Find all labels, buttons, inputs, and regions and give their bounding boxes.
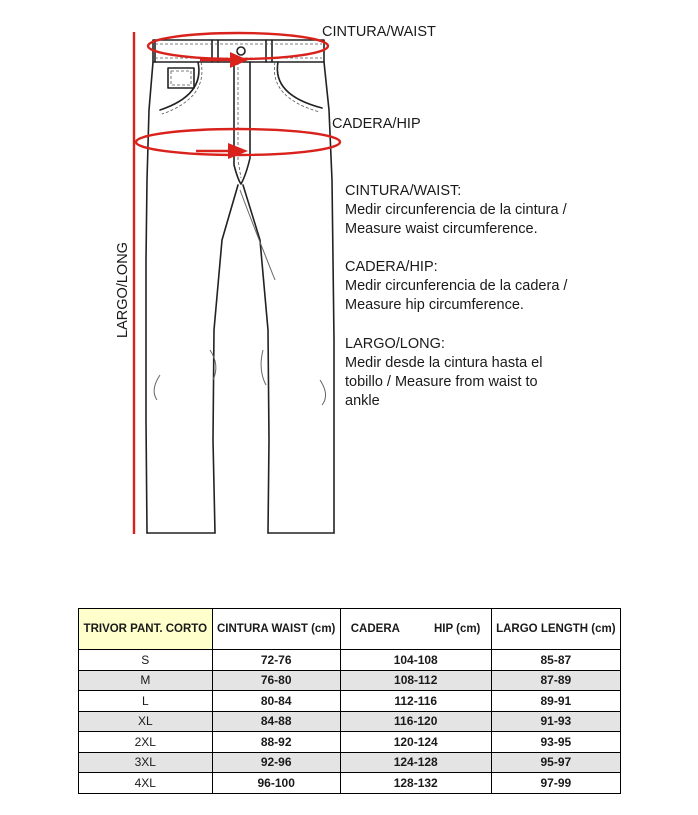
right-inseam: [243, 185, 269, 533]
waist-description-line: Medir circunferencia de la cintura /: [345, 202, 567, 218]
waist-cell: 96-100: [212, 773, 340, 794]
length-description-title: LARGO/LONG:: [345, 336, 445, 352]
size-table-header-row: [79, 609, 621, 650]
hip-column-header: [340, 609, 491, 650]
length-cell: 85-87: [491, 650, 620, 671]
waist-ellipse: [148, 33, 328, 59]
pants-outline: [146, 40, 334, 533]
hip-cell: 116-120: [340, 711, 491, 732]
length-label: LARGO/LONG: [115, 242, 131, 338]
length-description: [345, 335, 542, 411]
waist-description-title: CINTURA/WAIST:: [345, 183, 462, 199]
hip-description-line: Measure hip circumference.: [345, 297, 524, 313]
right-pocket: [277, 62, 322, 108]
size-table: [78, 608, 621, 794]
product-name-header: TRIVOR PANT. CORTO: [79, 609, 213, 650]
hip-cell: 120-124: [340, 732, 491, 753]
hip-description-line: Medir circunferencia de la cadera /: [345, 278, 568, 294]
length-cell: 97-99: [491, 773, 620, 794]
size-cell: 2XL: [79, 732, 213, 753]
waist-cell: 72-76: [212, 650, 340, 671]
table-row: [79, 711, 621, 732]
left-inseam: [213, 185, 238, 533]
table-row: [79, 691, 621, 712]
table-row: [79, 650, 621, 671]
waist-description: [345, 182, 567, 239]
length-cell: 95-97: [491, 752, 620, 773]
length-cell: 91-93: [491, 711, 620, 732]
table-row: [79, 732, 621, 753]
hip-cell: 112-116: [340, 691, 491, 712]
size-cell: XL: [79, 711, 213, 732]
hip-cell: 124-128: [340, 752, 491, 773]
hip-cell: 128-132: [340, 773, 491, 794]
hip-label: CADERA/HIP: [332, 116, 421, 132]
table-row: [79, 670, 621, 691]
length-cell: 93-95: [491, 732, 620, 753]
waist-column-header: CINTURA WAIST (cm): [212, 609, 340, 650]
waist-cell: 84-88: [212, 711, 340, 732]
table-row: [79, 752, 621, 773]
length-cell: 87-89: [491, 670, 620, 691]
arrow-shafts: [196, 60, 232, 151]
right-outer-seam: [324, 62, 334, 533]
waist-description-line: Measure waist circumference.: [345, 221, 538, 237]
length-cell: 89-91: [491, 691, 620, 712]
left-outer-seam: [146, 62, 153, 533]
hip-arrow-icon: [228, 143, 248, 159]
size-cell: M: [79, 670, 213, 691]
size-cell: S: [79, 650, 213, 671]
waist-cell: 80-84: [212, 691, 340, 712]
waist-cell: 76-80: [212, 670, 340, 691]
hip-cell: 104-108: [340, 650, 491, 671]
length-description-line: tobillo / Measure from waist to: [345, 374, 538, 390]
size-cell: 3XL: [79, 752, 213, 773]
measurement-guides: [134, 32, 340, 534]
waist-label: CINTURA/WAIST: [322, 24, 436, 40]
left-pocket: [160, 62, 199, 110]
length-description-line: ankle: [345, 393, 380, 409]
waist-cell: 88-92: [212, 732, 340, 753]
fly: [234, 62, 250, 184]
size-cell: L: [79, 691, 213, 712]
size-cell: 4XL: [79, 773, 213, 794]
hip-description: [345, 258, 567, 315]
fabric-folds: [154, 190, 325, 405]
hip-cell: 108-112: [340, 670, 491, 691]
table-row: [79, 773, 621, 794]
hip-header-es: CADERA: [350, 623, 400, 635]
hip-description-title: CADERA/HIP:: [345, 259, 438, 275]
length-column-header: LARGO LENGTH (cm): [491, 609, 620, 650]
hip-header-en: HIP (cm): [433, 623, 481, 635]
waist-cell: 92-96: [212, 752, 340, 773]
length-description-line: Medir desde la cintura hasta el: [345, 355, 543, 371]
button-icon: [237, 47, 245, 55]
